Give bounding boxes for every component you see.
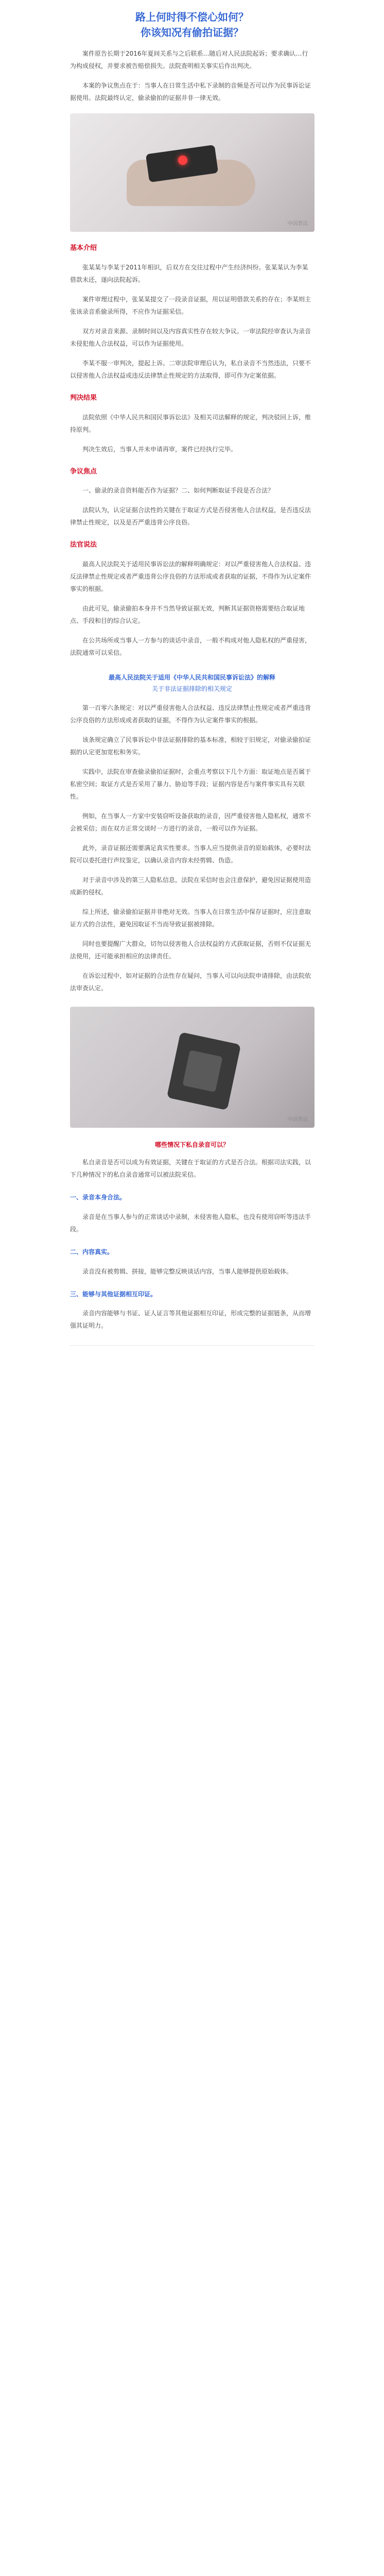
qa-block xyxy=(0,1140,384,1346)
intro-paragraph-2: 本案的争议焦点在于：当事人在日常生活中私下录制的音频是否可以作为民事诉讼证据使用。法院最终认定，偷录偷拍的证据并非一律无效。 xyxy=(70,82,311,101)
qa-paragraph: 录音内容能够与书证、证人证言等其他证据相互印证，形成完整的证据链条，从而增强其证明力。 xyxy=(70,1310,311,1330)
law-paragraph: 综上所述，偷录偷拍证据并非绝对无效。当事人在日常生活中保存证据时，应注意取证方式的合法性，避免因取证不当而导致证据被排除。 xyxy=(70,908,311,928)
law-paragraph: 第一百零六条规定：对以严重侵害他人合法权益、违反法律禁止性规定或者严重违背公序良俗的方法形成或者获取的证据，不得作为认定案件事实的根据。 xyxy=(70,704,311,724)
qa-paragraph: 录音没有被剪辑、拼接，能够完整反映谈话内容，当事人能够提供原始载体。 xyxy=(82,1267,293,1275)
title-line-1: 路上何时得不偿心如何？ xyxy=(135,11,249,23)
section-paragraph: 双方对录音来源、录制时间以及内容真实性存在较大争议。一审法院经审查认为录音未侵犯他人合法权益，可以作为证据使用。 xyxy=(70,327,311,347)
law-paragraph: 该条规定确立了民事诉讼中非法证据排除的基本标准，相较于旧规定，对偷录偷拍证据的认定更加宽松和务实。 xyxy=(70,736,311,756)
section-paragraph: 最高人民法院关于适用民事诉讼法的解释明确规定：对以严重侵害他人合法权益、违反法律禁止性规定或者严重违背公序良俗的方法形成或者获取的证据，不得作为认定案件事实的根据。 xyxy=(70,561,311,593)
section-block-1 xyxy=(0,243,384,994)
second-image xyxy=(70,1007,315,1128)
section-paragraph: 张某某与李某于2011年相识，后双方在交往过程中产生经济纠纷。张某某认为李某借款未还，遂向法院起诉。 xyxy=(70,263,308,283)
section-paragraph: 在公共场所或当事人一方参与的谈话中录音，一般不构成对他人隐私权的严重侵害，法院通常可以采信。 xyxy=(70,637,311,657)
qa-intro: 私自录音是否可以成为有效证据，关键在于取证的方式是否合法。根据司法实践，以下几种情况下的私自录音通常可以被法院采信。 xyxy=(70,1159,311,1179)
article-page xyxy=(0,9,384,2576)
section-heading: 基本介绍 xyxy=(70,244,97,252)
title-line-2: 你该知况有偷拍证据？ xyxy=(141,26,243,39)
section-paragraph: 李某不服一审判决，提起上诉。二审法院审理后认为，私自录音不当然违法，只要不以侵害他人合法权益或违反法律禁止性规定的方法取得，即可作为定案依据。 xyxy=(70,359,311,379)
law-paragraph: 在诉讼过程中，如对证据的合法性存在疑问，当事人可以向法院申请排除，由法院依法审查认定。 xyxy=(70,972,311,992)
section-paragraph: 法院依照《中华人民共和国民事诉讼法》及相关司法解释的规定，判决驳回上诉，维持原判。 xyxy=(70,413,311,433)
section-paragraph: 由此可见，偷录偷拍本身并不当然导致证据无效，判断其证据资格需要结合取证地点、手段和目的综合认定。 xyxy=(70,605,305,625)
law-center-title xyxy=(70,672,314,694)
article-title xyxy=(0,9,384,40)
section-paragraph: 案件审理过程中，张某某提交了一段录音证据，用以证明借款关系的存在；李某则主张该录音系偷录所得，不应作为证据采信。 xyxy=(70,295,311,315)
law-title-line-1: 最高人民法院关于适用《中华人民共和国民事诉讼法》的解释 xyxy=(108,674,275,682)
law-paragraph: 此外，录音证据还需要满足真实性要求。当事人应当提供录音的原始载体，必要时法院可以委托进行声纹鉴定，以确认录音内容未经剪辑、伪造。 xyxy=(70,844,311,865)
divider xyxy=(70,1345,314,1346)
smartwatch-face xyxy=(182,1050,222,1092)
qa-heading: 二、内容真实。 xyxy=(70,1248,114,1256)
section-paragraph: 一、偷录的录音资料能否作为证据？二、如何判断取证手段是否合法？ xyxy=(82,487,274,495)
intro-paragraph-1: 案件原告长期于2016年夏间关系与之后联系…随后对人民法院起诉；要求确认…行为构成侵权，并要求被告赔偿损失。法院查明相关事实后作出判决。 xyxy=(70,50,308,70)
qa-paragraph: 录音是在当事人参与的正常谈话中录制，未侵害他人隐私，也没有使用窃听等违法手段。 xyxy=(70,1213,311,1233)
section-heading: 法官说法 xyxy=(70,541,97,549)
recording-light-icon xyxy=(178,156,187,165)
qa-heading: 一、录音本身合法。 xyxy=(70,1194,126,1201)
section-heading: 判决结果 xyxy=(70,394,97,402)
image-watermark: 中国普法 xyxy=(287,221,308,227)
article-content xyxy=(0,47,384,104)
hero-image xyxy=(70,113,315,232)
law-paragraph: 同时也要提醒广大群众，切勿以侵害他人合法权益的方式获取证据，否则不仅证据无法使用，还可能承担相应的法律责任。 xyxy=(70,940,311,960)
qa-heading: 三、能够与其他证据相互印证。 xyxy=(70,1290,157,1298)
law-paragraph: 例如，在当事人一方家中安装窃听设备获取的录音，因严重侵害他人隐私权，通常不会被采信；而在双方正常交谈时一方进行的录音，一般可以作为证据。 xyxy=(70,812,311,833)
law-paragraph: 实践中，法院在审查偷录偷拍证据时，会重点考察以下几个方面：取证地点是否属于私密空间；取证方式是否采用了暴力、胁迫等手段；证据内容是否与案件事实具有关联性。 xyxy=(70,768,311,801)
law-paragraph: 对于录音中涉及的第三人隐私信息，法院在采信时也会注意保护，避免因证据使用造成新的侵权。 xyxy=(70,876,311,896)
section-paragraph: 判决生效后，当事人并未申请再审，案件已经执行完毕。 xyxy=(82,445,237,453)
section-paragraph: 法院认为，认定证据合法性的关键在于取证方式是否侵害他人合法权益，是否违反法律禁止性规定，以及是否严重违背公序良俗。 xyxy=(70,506,311,527)
image-watermark: 中国普法 xyxy=(287,1117,308,1123)
law-title-line-2: 关于非法证据排除的相关规定 xyxy=(151,685,232,692)
qa-title: 哪些情况下私自录音可以？ xyxy=(154,1141,229,1149)
section-heading: 争议焦点 xyxy=(70,467,97,476)
